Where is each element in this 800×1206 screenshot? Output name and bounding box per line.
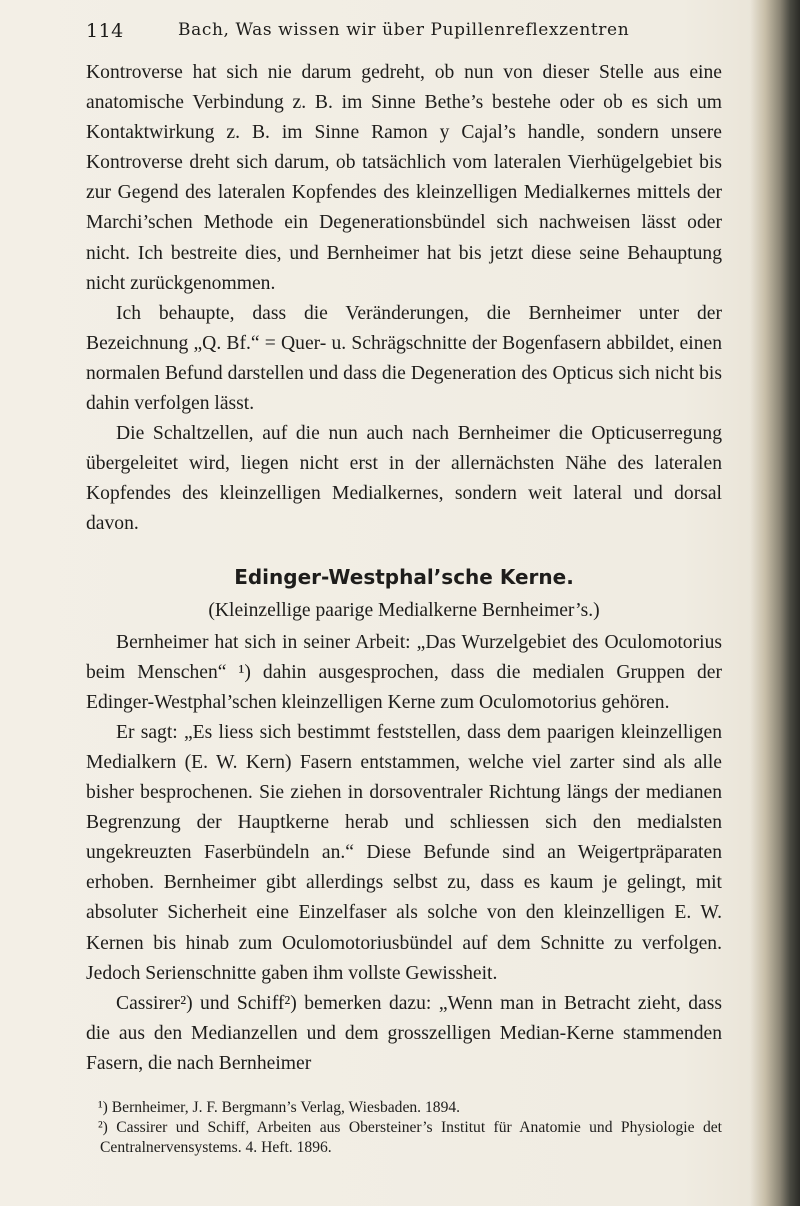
footnote: ²) Cassirer und Schiff, Arbeiten aus Obersteiner’s Institut für Anatomie und Physiologie det Centralnervensystems. 4. Heft. 1896.: [98, 1119, 722, 1156]
paragraph: Bernheimer hat sich in seiner Arbeit: „Das Wurzelgebiet des Oculomotorius beim Menschen“ ¹) dahin ausgesprochen, dass die medialen Gruppen der Edinger-Westphal’schen kleinzelligen Kerne zum Oculomotorius gehören.: [86, 631, 722, 713]
page-edge-shadow: [750, 0, 800, 1206]
running-header: [86, 20, 686, 48]
paragraph: Er sagt: „Es liess sich bestimmt feststellen, dass dem paarigen kleinzelligen Medialkern (E. W. Kern) Fasern entstammen, welche viel zarter sind als alle bisher besprochenen. Sie ziehen in dorsoventraler Richtung längs der medianen Begrenzung der Hauptkerne herab und schliessen sich den medialsten ungekreuzten Faserbündeln an.“ Diese Befunde sind an Weigertpräparaten erhoben. Bernheimer gibt allerdings selbst zu, dass es kaum je gelingt, mit absoluter Sicherheit eine Einzelfaser als solche von den kleinzelligen E. W. Kernen bis hinab zum Oculomotoriusbündel auf dem Schnitte zu verfolgen. Jedoch Serienschnitte gaben ihm vollste Gewissheit.: [86, 721, 722, 984]
footnotes: [86, 1098, 722, 1158]
section-heading: Edinger-Westphal’sche Kerne.: [234, 564, 574, 589]
main-text: [86, 58, 722, 1079]
paragraph: Ich behaupte, dass die Veränderungen, die Bernheimer unter der Bezeichnung „Q. Bf.“ = Quer- u. Schrägschnitte der Bogenfasern abbildet, einen normalen Befund darstellen und dass die Degeneration des Opticus sich nicht bis dahin verfolgen lässt.: [86, 302, 722, 415]
paragraph: Die Schaltzellen, auf die nun auch nach Bernheimer die Opticuserregung übergeleitet wird, liegen nicht erst in der allernächsten Nähe des lateralen Kopfendes des kleinzelligen Medialkernes, sondern weit lateral und dorsal davon.: [86, 423, 722, 535]
section-subheading: (Kleinzellige paarige Medialkerne Bernheimer’s.): [208, 599, 600, 621]
page-number: 114: [86, 20, 124, 42]
paragraph: Cassirer²) und Schiff²) bemerken dazu: „Wenn man in Betracht zieht, dass die aus den Medianzellen und dem grosszelligen Median-Kerne stammenden Fasern, die nach Bernheimer: [86, 992, 722, 1074]
running-title: Bach, Was wissen wir über Pupillenreflexzentren: [178, 20, 630, 40]
paragraph: Kontroverse hat sich nie darum gedreht, ob nun von dieser Stelle aus eine anatomische Verbindung z. B. im Sinne Bethe’s bestehe oder ob es sich um Kontaktwirkung z. B. im Sinne Ramon y Cajal’s handle, sondern unsere Kontroverse dreht sich darum, ob tatsächlich vom lateralen Vierhügelgebiet bis zur Gegend des lateralen Kopfendes des kleinzelligen Medialkernes mittels der Marchi’schen Methode ein Degenerationsbündel sich nachweisen lässt oder nicht. Ich bestreite dies, und Bernheimer hat bis jetzt diese seine Behauptung nicht zurückgenommen.: [86, 62, 722, 294]
footnote: ¹) Bernheimer, J. F. Bergmann’s Verlag, Wiesbaden. 1894.: [98, 1099, 461, 1116]
